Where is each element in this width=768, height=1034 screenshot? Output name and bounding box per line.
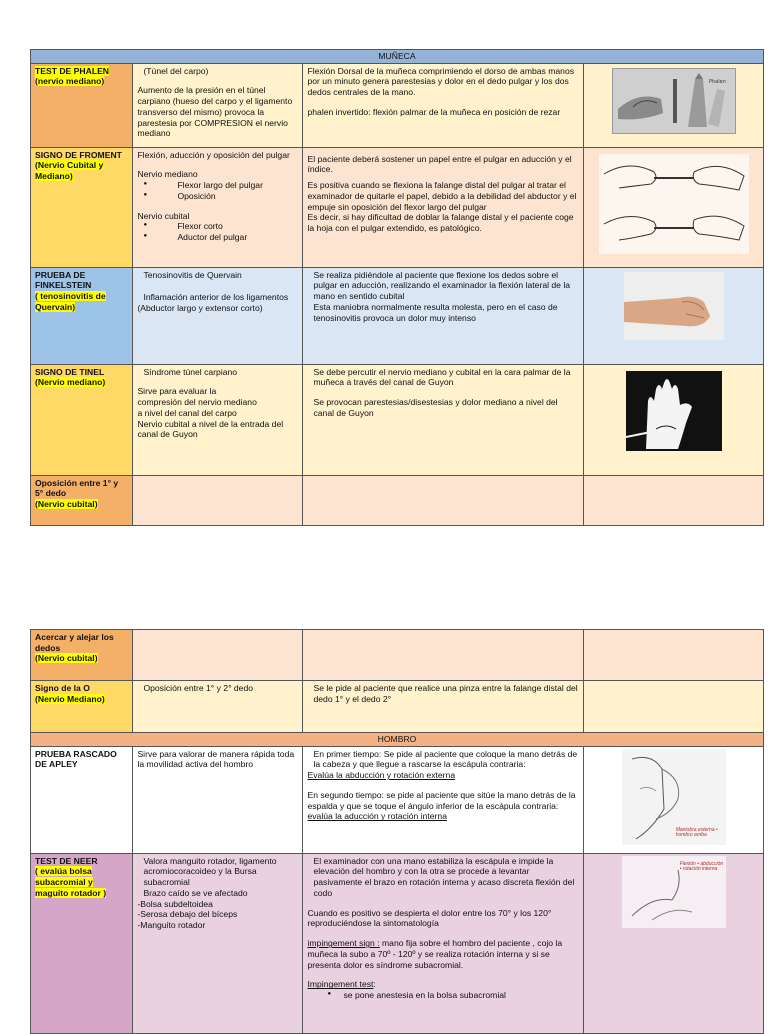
- test-name-cell: [31, 746, 133, 853]
- list-item: ● Oposición: [159, 191, 298, 202]
- image-cell: [584, 147, 764, 267]
- text-line: Nervio mediano: [137, 169, 198, 180]
- image-caption: Maniobra externa • hombro arriba: [675, 826, 718, 839]
- text-line: Es decir, si hay dificultad de doblar la falange distal y el paciente coge la hoja con el pulgar extendido, es patológico.: [307, 212, 574, 234]
- text-line: Esta maniobra normalmente resulta molesta, pero en el caso de tenosinovitis provoca un dolor muy intenso: [313, 301, 558, 323]
- finkelstein-image: [624, 272, 724, 340]
- text-line: Inflamación anterior de los ligamentos (Abductor largo y extensor corto): [137, 292, 289, 314]
- text-line: En primer tiempo: Se pide al paciente que coloque la mano detrás de la cabeza y que llegue a rascarse la escápula contraria:: [313, 748, 578, 770]
- list-item: ● Flexor corto: [159, 221, 298, 232]
- image-cell: [584, 853, 764, 1033]
- nerve-label: (Nervio cubital): [35, 653, 98, 664]
- text-line: Cuando es positivo se despierta el dolor entre los 70° y los 120° reproduciéndose la sintomatología: [307, 907, 552, 929]
- test-name: SIGNO DE TINEL: [35, 366, 105, 377]
- indication-cell: [133, 630, 303, 681]
- tinel-sign-image: [626, 371, 722, 451]
- indication-cell: [133, 267, 303, 364]
- text-line: -Bolsa subdeltoidea: [137, 898, 213, 909]
- text-line: Aumento de la presión en el túnel carpiano (hueso del carpo y el ligamento transverso del mismo) provoca la parestesia por COMPRESION el nervio mediano: [137, 85, 293, 139]
- test-name-cell: [31, 364, 133, 475]
- test-name: TEST DE PHALEN: [35, 65, 110, 76]
- text-line: Oposición entre 1° y 2° dedo: [143, 683, 254, 693]
- nerve-label: (Nervio Cubital y Mediano): [35, 160, 104, 182]
- procedure-cell: [303, 63, 584, 147]
- hands-icon: [599, 154, 749, 254]
- nerve-label: ( evalúa bolsa subacromial y maguito rotador ): [35, 866, 107, 898]
- text-line: phalen invertido: flexión palmar de la muñeca en posición de rezar: [307, 106, 561, 117]
- text-line: Sirve para valorar de manera rápida toda la movilidad activa del hombro: [137, 748, 295, 770]
- text-line: Síndrome túnel carpiano: [143, 366, 238, 377]
- list: [137, 180, 298, 201]
- indication-cell: [133, 63, 303, 147]
- table-row-finkelstein: [31, 267, 764, 364]
- text-line: El paciente deberá sostener un papel entre el pulgar en aducción y el índice.: [307, 153, 572, 175]
- test-name-cell: [31, 63, 133, 147]
- table-row-phalen: [31, 63, 764, 147]
- hands-icon: [613, 69, 735, 133]
- test-name-cell: [31, 267, 133, 364]
- procedure-cell: [303, 630, 584, 681]
- neer-test-image: [622, 856, 726, 928]
- text-line: -Manguito rotador: [137, 920, 206, 931]
- indication-cell: [133, 853, 303, 1033]
- test-name-cell: [31, 630, 133, 681]
- apley-scratch-image: [622, 749, 726, 845]
- test-name-cell: [31, 681, 133, 733]
- section-header-muneca: MUÑECA: [31, 50, 764, 64]
- indication-cell: [133, 681, 303, 733]
- text-line: Impingement test:: [307, 979, 376, 990]
- text-line: Nervio cubital a nivel de la entrada del canal de Guyon: [137, 418, 284, 440]
- table-row-neer: [31, 853, 764, 1033]
- image-cell: [584, 364, 764, 475]
- text-line: Tenosinovitis de Quervain: [143, 269, 242, 280]
- text-line: Flexión Dorsal de la muñeca comprimiendo el dorso de ambas manos por un minuto genera parestesias y dolor en el dedo pulgar y los dos dedos centrales de la mano.: [307, 65, 575, 98]
- test-name-cell: [31, 475, 133, 525]
- text-line: El examinador con una mano estabiliza la escápula e impide la elevación del hombro y con la otra se procede a levantar pasivamente el brazo en rotación interna y acaso discreta flexión del codo: [313, 855, 575, 898]
- text-line: Valora manguito rotador, ligamento acromiocoracoideo y la Bursa subacromial: [143, 855, 277, 888]
- text-line: Se debe percutir el nervio mediano y cubital en la cara palmar de la muñeca a través del canal de Guyon: [313, 366, 571, 388]
- hand-icon: [626, 371, 722, 451]
- text-line: -Serosa debajo del bíceps: [137, 909, 238, 920]
- text-line: (Túnel del carpo): [143, 65, 209, 76]
- table-row-oposicion: [31, 475, 764, 525]
- fist-icon: [624, 272, 724, 340]
- indication-cell: [133, 364, 303, 475]
- image-cell: [584, 63, 764, 147]
- image-cell: [584, 630, 764, 681]
- procedure-cell: [303, 364, 584, 475]
- image-cell: [584, 746, 764, 853]
- text-line: Nervio cubital: [137, 210, 190, 221]
- image-cell: [584, 475, 764, 525]
- text-line: Se le pide al paciente que realice una pinza entre la falange distal del dedo 1° y el dedo 2°: [313, 683, 578, 704]
- section-header-hombro: HOMBRO: [31, 733, 764, 747]
- procedure-cell: [303, 681, 584, 733]
- test-name: PRUEBA DE FINKELSTEIN: [35, 269, 92, 291]
- nerve-label: (Nervio mediano): [35, 377, 106, 388]
- image-caption: Flexión • abducción • rotación interna: [679, 860, 724, 873]
- table-row-apley: [31, 746, 764, 853]
- test-name: PRUEBA RASCADO DE APLEY: [35, 748, 117, 770]
- text-line: Es positiva cuando se flexiona la falange distal del pulgar al tratar el examinador de quitarle el papel, debido a la debilidad del abductor y el empuje sin oposición del flexor largo del pulgar: [307, 180, 577, 212]
- list: [307, 990, 579, 1001]
- text-line: Brazo caído se ve afectado: [143, 887, 248, 898]
- text-line: En segundo tiempo: se pide al paciente que sitúe la mano detrás de la espalda y que se toque el ángulo inferior de la escápula contraria:: [307, 789, 576, 811]
- procedure-cell: [303, 267, 584, 364]
- text-line: Se realiza pidiéndole al paciente que flexione los dedos sobre el pulgar en aducción, realizando el examinador la flexión lateral de la mano en sentido cubital: [313, 269, 571, 302]
- test-name: Acercar y alejar los dedos: [35, 632, 114, 653]
- list-item: ● se pone anestesia en la bolsa subacromial: [343, 990, 579, 1001]
- table-row-tinel: [31, 364, 764, 475]
- test-name: SIGNO DE FROMENT: [35, 149, 122, 160]
- procedure-cell: [303, 475, 584, 525]
- text-line: Flexión, aducción y oposición del pulgar: [137, 149, 290, 160]
- text-line: Evalúa la abducción y rotación externa: [307, 770, 456, 781]
- indication-cell: [133, 147, 303, 267]
- image-cell: [584, 267, 764, 364]
- procedure-cell: [303, 746, 584, 853]
- test-name: Oposición entre 1° y 5° dedo: [35, 477, 119, 499]
- list-item: ● Aductor del pulgar: [159, 232, 298, 243]
- indication-cell: [133, 475, 303, 525]
- froment-sign-image: [599, 154, 749, 254]
- nerve-label: ( tenosinovitis de Quervain): [35, 291, 106, 312]
- phalen-test-image: [612, 68, 736, 134]
- list-item: ● Flexor largo del pulgar: [159, 180, 298, 191]
- procedure-cell: [303, 853, 584, 1033]
- nerve-label: (nervio mediano): [35, 76, 105, 87]
- text-line: Sirve para evaluar la compresión del nervio mediano a nivel del canal del carpo: [137, 386, 257, 418]
- svg-text:Phalen: Phalen: [708, 78, 726, 85]
- text-line: Se provocan parestesias/disestesias y dolor mediano a nivel del canal de Guyon: [313, 397, 558, 418]
- nerve-label: (Nervio cubital): [35, 499, 98, 510]
- test-name: TEST DE NEER: [35, 855, 98, 866]
- test-name: Signo de la O: [35, 683, 90, 693]
- text-line: evalúa la aducción y rotación interna: [307, 811, 447, 822]
- test-name-cell: [31, 147, 133, 267]
- wrist-tests-table: [30, 49, 764, 526]
- test-name-cell: [31, 853, 133, 1033]
- table-row-signo-o: [31, 681, 764, 733]
- text-line: impingement sign : mano fija sobre el hombro del paciente , cojo la muñeca la subo a 70º - 120º y se realiza rotación interna y si se presenta dolor es síndrome subacromial.: [307, 938, 563, 970]
- hand-shoulder-tests-table: [30, 629, 764, 1034]
- list: [137, 221, 298, 242]
- nerve-label: (Nervio Mediano): [35, 693, 105, 704]
- procedure-cell: [303, 147, 584, 267]
- table-row-acercar: [31, 630, 764, 681]
- indication-cell: [133, 746, 303, 853]
- image-cell: [584, 681, 764, 733]
- table-row-froment: [31, 147, 764, 267]
